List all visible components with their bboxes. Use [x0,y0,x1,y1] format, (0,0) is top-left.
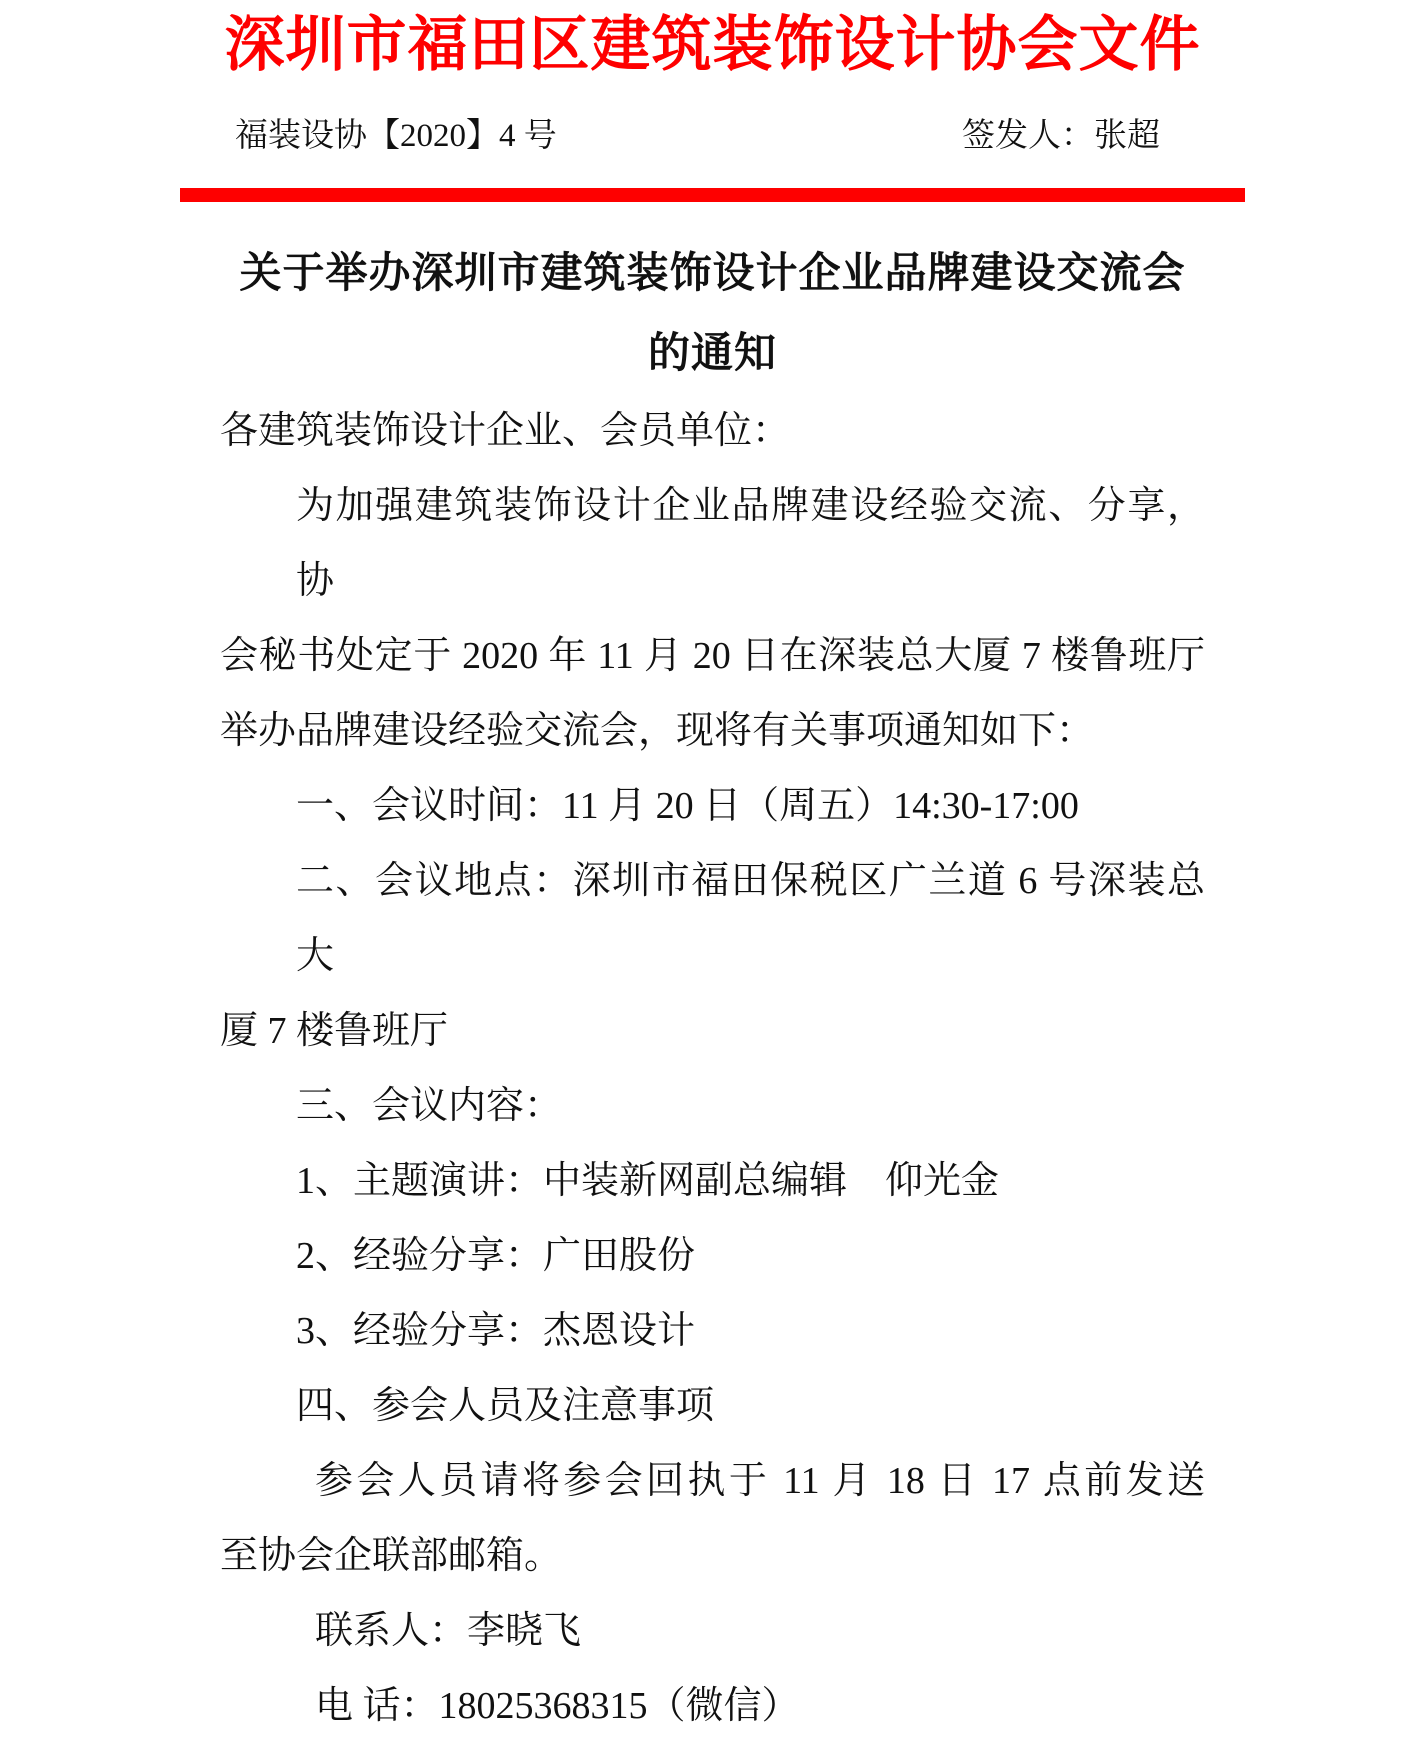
body-paragraph-line: 举办品牌建设经验交流会，现将有关事项通知如下： [220,710,1095,752]
body-paragraph-line: 厦 7 楼鲁班厅 [220,1010,449,1052]
letterhead-meta-row [235,116,1160,156]
body-paragraph-line: 参会人员请将参会回执于 11 月 18 日 17 点前发送 [315,1460,1205,1502]
document-page [0,4,1425,1727]
body-item-meeting-content: 三、会议内容： [296,1085,563,1127]
body-item-meeting-time: 一、会议时间：11 月 20 日（周五）14:30-17:00 [296,785,1079,827]
document-body [220,394,1205,1744]
body-item-meeting-place: 二、会议地点：深圳市福田保税区广兰道 6 号深装总大 [296,860,1205,977]
issuer-name: 签发人：张超 [962,118,1160,154]
body-contact-person: 联系人：李晓飞 [315,1610,582,1652]
red-divider [180,188,1245,202]
document-title [0,234,1425,394]
document-title-line1: 关于举办深圳市建筑装饰设计企业品牌建设交流会 [239,251,1186,297]
body-subitem-share-2: 3、经验分享：杰恩设计 [296,1310,696,1352]
letterhead-org-title: 深圳市福田区建筑装饰设计协会文件 [224,12,1201,78]
doc-number: 福装设协【2020】4 号 [235,118,557,154]
body-item-attendees: 四、参会人员及注意事项 [296,1385,715,1427]
body-paragraph-line: 至协会企联部邮箱。 [220,1535,563,1577]
body-subitem-share-1: 2、经验分享：广田股份 [296,1235,696,1277]
body-paragraph-line: 会秘书处定于 2020 年 11 月 20 日在深装总大厦 7 楼鲁班厅 [220,635,1205,677]
body-subitem-keynote: 1、主题演讲：中装新网副总编辑 仰光金 [296,1160,1000,1202]
body-paragraph-line: 为加强建筑装饰设计企业品牌建设经验交流、分享，协 [296,485,1205,602]
body-salutation: 各建筑装饰设计企业、会员单位： [220,410,791,452]
body-contact-phone: 电 话：18025368315（微信） [315,1685,800,1727]
document-title-line2: 的通知 [647,331,777,377]
